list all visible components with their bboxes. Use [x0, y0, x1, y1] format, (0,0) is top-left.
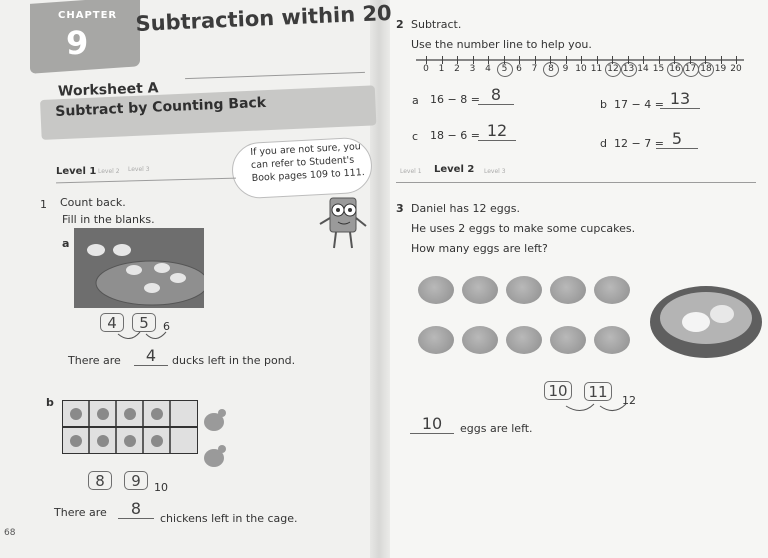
egg	[594, 276, 630, 304]
hen-icon	[198, 404, 232, 478]
q1b-start-number: 10	[154, 481, 168, 494]
q3-number: 3	[396, 202, 404, 215]
speech-bubble-text: If you are not sure, you can refer to Student's Book pages 109 to 111.	[250, 141, 366, 184]
number-line-tick: 5	[497, 62, 513, 77]
number-line-tick-mark	[659, 56, 660, 64]
right-level-2-label: Level 2	[434, 164, 475, 175]
number-line-tick-mark	[643, 56, 644, 64]
q2b-expression: 17 − 4 =	[614, 98, 664, 111]
number-line-tick-mark	[705, 56, 706, 64]
number-line-tick: 18	[698, 62, 714, 77]
eggs-group	[410, 272, 640, 362]
number-line-tick: 10	[575, 64, 587, 74]
number-line-tick: 17	[683, 62, 699, 77]
number-line-tick: 1	[438, 64, 445, 74]
egg	[418, 326, 454, 354]
q2b-answer[interactable]: 13	[660, 89, 700, 109]
q1a-answer-box-1[interactable]: 4	[100, 313, 124, 332]
number-line-tick: 3	[469, 64, 476, 74]
egg	[594, 326, 630, 354]
q2-instruction: Use the number line to help you.	[411, 38, 592, 51]
number-line-tick: 12	[605, 62, 621, 77]
q3-answer-blank[interactable]: 10	[410, 414, 454, 434]
number-line-tick-mark	[597, 56, 598, 64]
number-line-tick: 8	[543, 62, 559, 77]
number-line-tick: 0	[423, 64, 429, 74]
number-line-tick: 15	[652, 64, 665, 74]
number-line-ticks	[410, 52, 750, 88]
number-line-tick-mark	[426, 56, 427, 64]
q1a-sentence-start: There are	[68, 354, 121, 367]
number-line-tick-mark	[504, 56, 505, 64]
q3-line-3: How many eggs are left?	[411, 242, 548, 255]
number-line-tick-mark	[442, 56, 443, 64]
q1b-label: b	[46, 396, 54, 409]
chickens-cage-image	[62, 400, 198, 454]
bowl-image	[648, 282, 764, 362]
number-line-tick-mark	[535, 56, 536, 64]
q1b-answer-box-1[interactable]: 8	[88, 471, 112, 490]
egg	[506, 326, 542, 354]
number-line-tick-mark	[690, 56, 691, 64]
q3-start-number: 12	[622, 394, 636, 407]
chapter-title: Subtraction within 20	[135, 0, 393, 36]
level-3-label: Level 3	[128, 166, 150, 173]
number-line-tick: 7	[531, 64, 538, 74]
q3-line-2: He uses 2 eggs to make some cupcakes.	[411, 222, 636, 235]
right-level-3-label: Level 3	[484, 168, 506, 175]
egg	[550, 326, 586, 354]
q2c-label: c	[412, 130, 419, 143]
chapter-number: 9	[66, 24, 89, 62]
level-1-label: Level 1	[56, 166, 97, 177]
number-line-tick-mark	[674, 56, 675, 64]
q1b-sentence-start: There are	[54, 506, 107, 519]
number-line-tick: 13	[621, 62, 637, 77]
number-line-tick: 14	[637, 64, 649, 74]
egg	[550, 276, 586, 304]
number-line-tick-mark	[628, 56, 629, 64]
q1-number: 1	[40, 198, 47, 211]
egg	[462, 276, 498, 304]
q2c-expression: 18 − 6 =	[430, 129, 480, 142]
count-back-arrows-icon	[110, 330, 172, 346]
q1b-answer-box-2[interactable]: 9	[124, 471, 148, 490]
number-line-tick-mark	[488, 56, 489, 64]
q1-instruction-2: Fill in the blanks.	[62, 213, 155, 226]
number-line-tick: 20	[730, 64, 742, 74]
q2b-label: b	[600, 98, 607, 111]
number-line-tick-mark	[519, 56, 520, 64]
number-line-tick-mark	[721, 56, 722, 64]
q2c-answer[interactable]: 12	[478, 121, 516, 141]
number-line-tick: 6	[516, 64, 522, 74]
worksheet-label: Worksheet A	[57, 80, 159, 100]
number-line-tick-mark	[457, 56, 458, 64]
q2d-answer[interactable]: 5	[656, 129, 698, 149]
right-level-underline	[396, 182, 756, 183]
chapter-label: CHAPTER	[58, 10, 118, 21]
q2d-expression: 12 − 7 =	[614, 137, 664, 150]
q1a-answer-box-2[interactable]: 5	[132, 313, 156, 332]
ducks-pond-image	[74, 228, 204, 308]
q3-count-back-arrows-icon	[556, 402, 636, 418]
q1a-start-number: 6	[163, 320, 170, 333]
q2d-label: d	[600, 137, 607, 150]
right-level-1-label: Level 1	[400, 168, 422, 175]
egg	[418, 276, 454, 304]
book-mascot-icon	[318, 192, 370, 254]
number-line-tick-mark	[612, 56, 613, 64]
q1a-sentence-end: ducks left in the pond.	[172, 354, 296, 367]
q1-instruction-1: Count back.	[60, 196, 126, 209]
egg	[462, 326, 498, 354]
level-2-label: Level 2	[98, 168, 120, 175]
number-line-tick-mark	[566, 56, 567, 64]
number-line-tick-mark	[736, 56, 737, 64]
number-line-tick: 16	[667, 62, 683, 77]
q2-number: 2	[396, 18, 404, 31]
egg	[506, 276, 542, 304]
q1a-answer-blank[interactable]: 4	[134, 346, 168, 366]
q3-sentence-end: eggs are left.	[460, 422, 533, 435]
q3-line-1: Daniel has 12 eggs.	[411, 202, 520, 215]
number-line-tick: 2	[454, 64, 460, 74]
q1b-answer-blank[interactable]: 8	[118, 499, 154, 519]
q3-answer-box-2[interactable]: 11	[584, 382, 612, 401]
number-line-tick-mark	[581, 56, 582, 64]
book-spine	[370, 0, 390, 558]
number-line-tick-mark	[550, 56, 551, 64]
number-line-tick-mark	[473, 56, 474, 64]
number-line-tick: 4	[485, 64, 491, 74]
q2a-label: a	[412, 94, 419, 107]
section-title: Subtract by Counting Back	[55, 94, 267, 120]
page-number: 68	[4, 528, 16, 538]
q1a-label: a	[62, 237, 70, 250]
q2-title: Subtract.	[411, 18, 462, 31]
number-line-tick: 11	[590, 64, 603, 74]
q2a-expression: 16 − 8 =	[430, 93, 480, 106]
number-line-tick: 19	[714, 64, 727, 74]
number-line-tick: 9	[562, 64, 569, 74]
q2a-answer[interactable]: 8	[478, 85, 514, 105]
q1b-sentence-end: chickens left in the cage.	[160, 512, 298, 525]
q3-answer-box-1[interactable]: 10	[544, 381, 572, 400]
